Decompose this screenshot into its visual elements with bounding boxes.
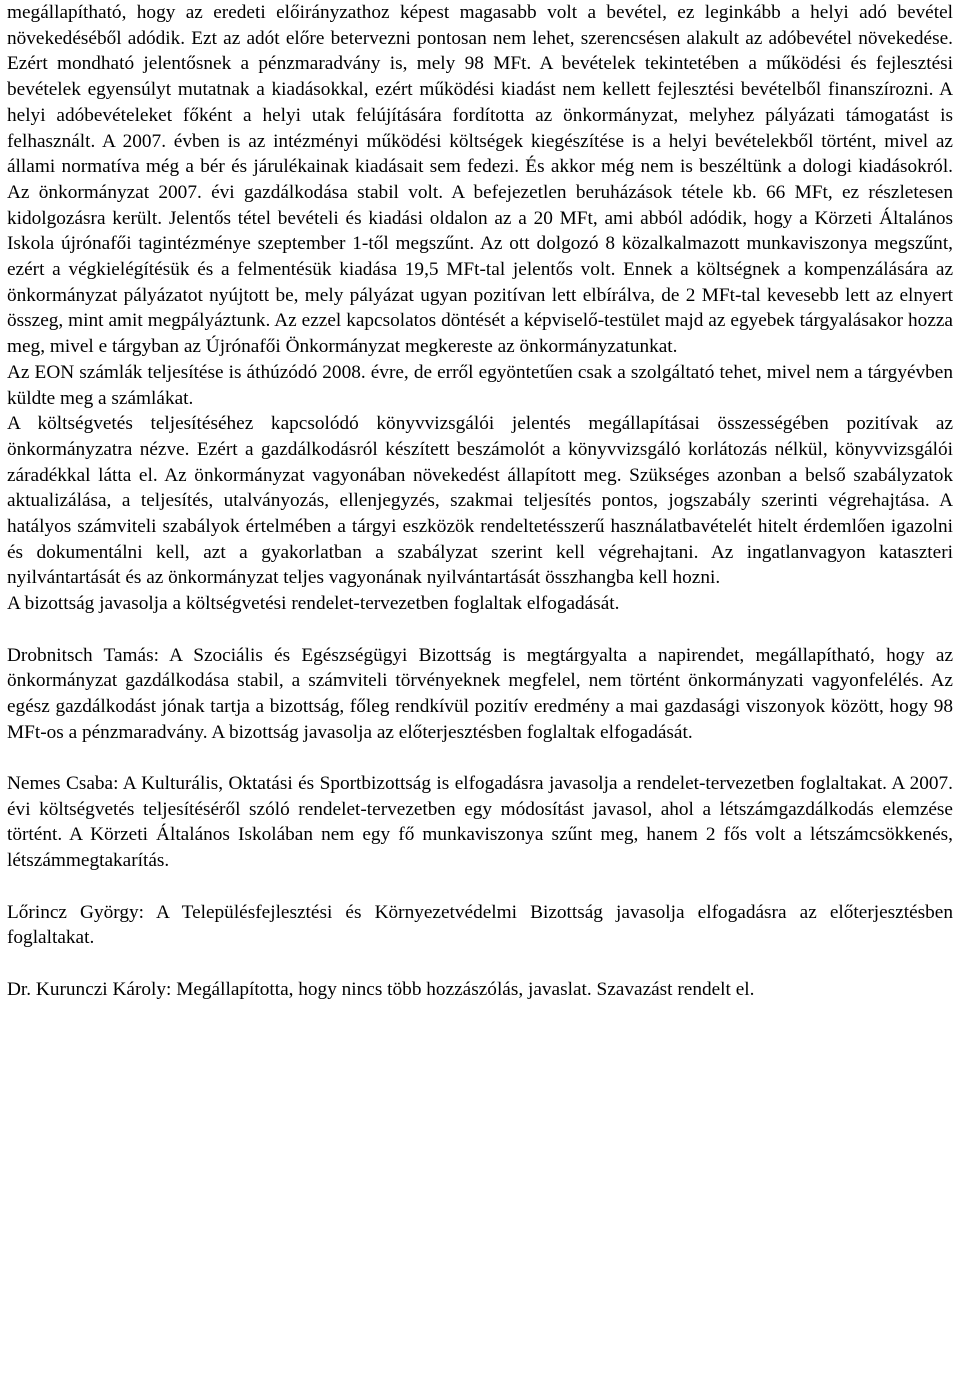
paragraph-spacer xyxy=(7,951,953,977)
paragraph-spacer xyxy=(7,617,953,643)
paragraph-spacer xyxy=(7,874,953,900)
paragraph-committee-recommendation: A bizottság javasolja a költségvetési rendelet-tervezetben foglaltak elfogadását. xyxy=(7,593,620,615)
paragraph-financial-report: megállapítható, hogy az eredeti előirányzathoz képest magasabb volt a bevétel, ez leginkább a helyi adó bevétel növekedéséből adódik. Ezt az adót előre betervezni pontosan nem lehet, szerencsésen alakult az adóbevétel növekedése. Ezért mondható jelentősnek a pénzmaradvány is, mely 98 MFt. A bevételek tekintetében a működési és fejlesztési bevételek egyensúlyt mutatnak a kiadásokkal, ezért működési kiadást nem kellett fejlesztési bevételből finanszírozni. A helyi adóbevételeket főként a helyi utak felújítására fordította az önkormányzat, melyhez pályázati támogatást is felhasznált. A 2007. évben is az intézményi működési költségek kiegészítése is a helyi bevételekből történt, mivel az állami normatíva még a bér és járulékainak kiadásait sem fedezi. És akkor még nem is beszéltünk a dologi kiadásokról. Az önkormányzat 2007. évi gazdálkodása stabil volt. A befejezetlen beruházások tétele kb. 66 MFt, ez részletesen kidolgozásra került. Jelentős tétel bevételi és kiadási oldalon az a 20 MFt, ami abból adódik, hogy a Körzeti Általános Iskola újrónafői tagintézménye szeptember 1-től megszűnt. Az ott dolgozó 8 közalkalmazott munkaviszonya megszűnt, ezért a végkielégítésük és a felmentésük kiadása 19,5 MFt-tal jelentős volt. Ennek a költségnek a kompenzálására az önkormányzat pályázatot nyújtott be, mely pályázat ugyan pozitívan lett elbírálva, de 2 MFt-tal kevesebb lett az elnyert összeg, mint amit megpályáztunk. Az ezzel kapcsolatos döntését a képviselő-testület majd az egyebek tárgyalásakor hozza meg, mivel e tárgyban az Újrónafői Önkormányzat megkereste az önkormányzatunkat. xyxy=(7,2,953,358)
paragraph-spacer xyxy=(7,745,953,771)
paragraph-kurunczi-statement: Dr. Kurunczi Károly: Megállapította, hogy nincs több hozzászólás, javaslat. Szavazást rendelt el. xyxy=(7,978,755,1000)
document-page xyxy=(7,0,953,1002)
paragraph-eon-invoices: Az EON számlák teljesítése is áthúzódó 2008. évre, de erről egyöntetűen csak a szolgáltató tehet, mivel nem a tárgyévben küldte meg a számlákat. xyxy=(7,361,953,409)
paragraph-nemes-statement: Nemes Csaba: A Kulturális, Oktatási és Sportbizottság is elfogadásra javasolja a rendelet-tervezetben foglaltakat. A 2007. évi költségvetés teljesítéséről szóló rendelet-tervezetben egy módosítást javasol, ahol a létszámgazdálkodás elemzése történt. A Körzeti Általános Iskolában nem egy fő munkaviszonya szűnt meg, hanem 2 fős volt a létszámcsökkenés, létszámmegtakarítás. xyxy=(7,773,953,872)
paragraph-drobnitsch-statement: Drobnitsch Tamás: A Szociális és Egészségügyi Bizottság is megtárgyalta a napirendet, megállapítható, hogy az önkormányzat gazdálkodása stabil, a számviteli törvényeknek megfelel, nem történt önkormányzati vagyonfelélés. Az egész gazdálkodást jónak tartja a bizottság, főleg rendkívül pozitív eredmény a mai gazdasági viszonyok között, hogy 98 MFt-os a pénzmaradvány. A bizottság javasolja az előterjesztésben foglaltak elfogadását. xyxy=(7,644,953,743)
paragraph-audit-report: A költségvetés teljesítéséhez kapcsolódó könyvvizsgálói jelentés megállapításai összességében pozitívak az önkormányzatra nézve. Ezért a gazdálkodásról készített beszámolót a könyvvizsgáló korlátozás nélkül, könyvvizsgálói záradékkal látta el. Az önkormányzat vagyonában növekedést állapított meg. Szükséges azonban a belső szabályzatok aktualizálása, a teljesítés, utalványozás, ellenjegyzés, szakmai teljesítés pontos, jogszabály szerinti végrehajtása. A hatályos számviteli szabályok értelmében a tárgyi eszközök rendeltetésszerű használatbavételét hitelt érdemlően igazolni és dokumentálni kell, azt a gyakorlatban a szabályzat szerint kell végrehajtani. Az ingatlanvagyon kataszteri nyilvántartását és az önkormányzat teljes vagyonának nyilvántartását összhangba kell hozni. xyxy=(7,413,953,589)
paragraph-lorincz-statement: Lőrincz György: A Településfejlesztési és Környezetvédelmi Bizottság javasolja elfogadásra az előterjesztésben foglaltakat. xyxy=(7,901,953,949)
